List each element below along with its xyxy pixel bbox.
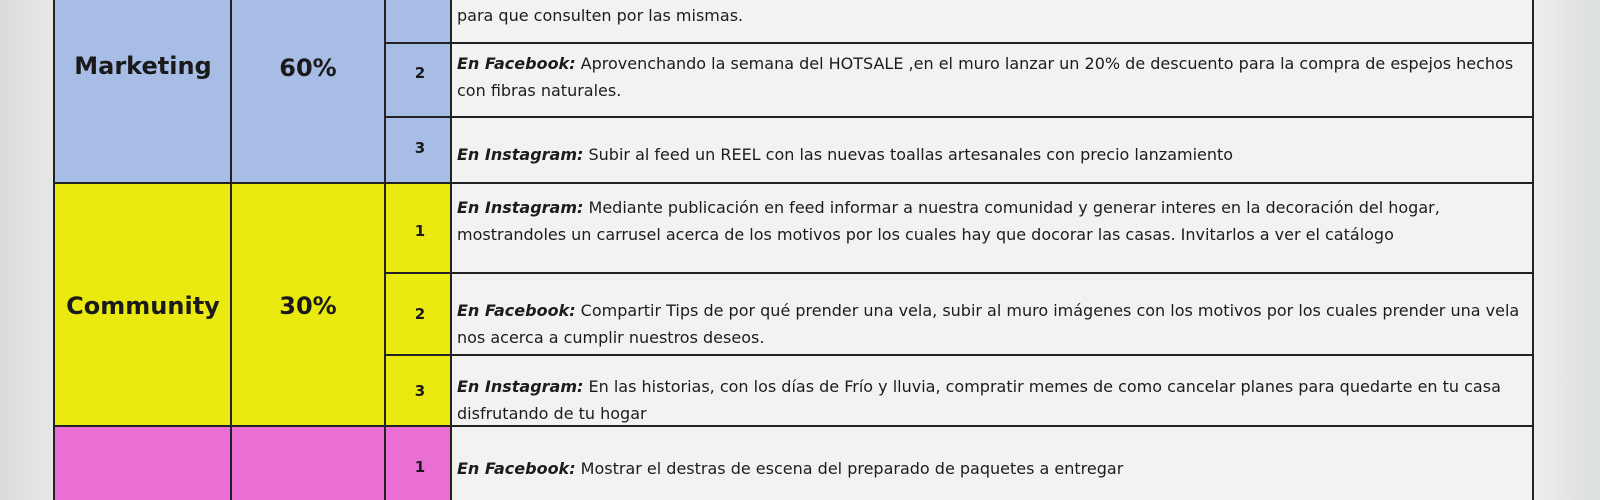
row-divider <box>384 272 1534 274</box>
task-description: En las historias, con los días de Frío y lluvia, compratir memes de como cancelar planes para quedarte en tu casa disfrutando de tu hogar <box>457 377 1501 423</box>
task-text <box>457 455 1527 482</box>
task-number: 1 <box>414 222 426 240</box>
page-margin-right <box>1533 0 1600 500</box>
task-description: Mostrar el destras de escena del preparado de paquetes a entregar <box>575 459 1124 478</box>
task-description: Mediante publicación en feed informar a nuestra comunidad y generar interes en la decoración del hogar, mostrandoles un carrusel acerca de los motivos por los cuales hay que docorar las casas. Invitarlos a ver el catálogo <box>457 198 1440 244</box>
third-percent-cell <box>231 426 385 500</box>
platform-label: En Instagram: <box>457 377 584 396</box>
task-number: 3 <box>414 139 426 157</box>
area-label-community: Community <box>66 292 220 320</box>
task-number: 3 <box>414 382 426 400</box>
task-number: 1 <box>414 458 426 476</box>
task-text <box>457 194 1527 248</box>
third-area-cell <box>53 426 231 500</box>
marketing-area-cell <box>53 0 231 183</box>
row-divider <box>384 42 1534 44</box>
percent-marketing: 60% <box>279 54 337 82</box>
row-divider <box>384 116 1534 118</box>
page-margin-left <box>0 0 53 500</box>
area-label-marketing: Marketing <box>74 52 212 80</box>
task-text <box>457 141 1527 168</box>
task-description: Aprovenchando la semana del HOTSALE ,en el muro lanzar un 20% de descuento para la compra de espejos hechos con fibras naturales. <box>457 54 1514 100</box>
platform-label: En Facebook: <box>457 301 576 320</box>
task-description: Compartir Tips de por qué prender una vela, subir al muro imágenes con los motivos por los cuales prender una vela nos acerca a cumplir nuestros deseos. <box>457 301 1520 347</box>
platform-label: En Facebook: <box>457 54 576 73</box>
task-text <box>457 50 1527 104</box>
marketing-percent-cell <box>231 0 385 183</box>
task-text <box>457 373 1527 427</box>
row-divider <box>384 354 1534 356</box>
platform-label: En Facebook: <box>457 459 576 478</box>
task-number: 2 <box>414 305 426 323</box>
task-text <box>457 297 1527 351</box>
task-text <box>457 2 1527 29</box>
task-number: 2 <box>414 64 426 82</box>
section-divider <box>53 182 1534 184</box>
platform-label: En Instagram: <box>457 145 584 164</box>
platform-label: En Instagram: <box>457 198 584 217</box>
task-description: para que consulten por las mismas. <box>457 6 744 25</box>
percent-community: 30% <box>279 292 337 320</box>
task-description: Subir al feed un REEL con las nuevas toallas artesanales con precio lanzamiento <box>583 145 1234 164</box>
